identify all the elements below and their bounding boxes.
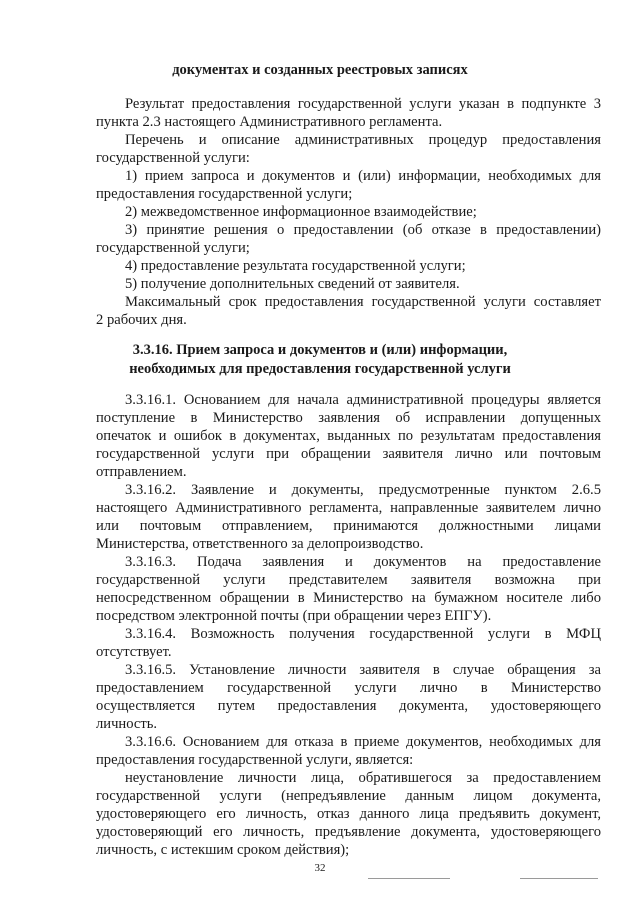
section-heading-line: необходимых для предоставления государственной услуги [129,361,511,377]
text-line: 3) принятие решения о предоставлении (об отказе в предоставлении) [125,222,601,238]
text-line: 5) получение дополнительных сведений от заявителя. [125,276,460,292]
text-line: настоящего Административного регламента, направленные заявителем лично [96,500,601,516]
text-line: 2) межведомственное информационное взаимодействие; [125,204,477,220]
text-line: пункта 2.3 настоящего Административного регламента. [96,114,443,130]
text-line: удостоверяющего его личность, отказ данного лица предъявить документ, [96,806,601,822]
text-line: опечаток и ошибок в документах, выданных по результатам предоставления [96,428,601,444]
text-line: Министерства, ответственного за делопроизводство. [96,536,424,552]
page-number: 32 [314,862,326,874]
section-heading-line: 3.3.16. Прием запроса и документов и (или) информации, [132,342,508,358]
text-line: государственной услуги: [96,150,250,166]
text-line: личность. [96,716,158,732]
text-line: 4) предоставление результата государственной услуги; [125,258,466,274]
text-line: 2 рабочих дня. [96,312,187,328]
text-line: 3.3.16.6. Основанием для отказа в приеме документов, необходимых для [125,734,601,750]
text-line: удостоверяющий его личность, предъявление документа, удостоверяющего [96,824,601,840]
text-line: 3.3.16.4. Возможность получения государственной услуги в МФЦ [125,626,601,642]
text-line: поступление в Министерство заявления об исправлении допущенных [96,410,601,426]
text-line: государственной услуги; [96,240,250,256]
text-line: 3.3.16.3. Подача заявления и документов на предоставление [125,554,601,570]
text-line: предоставлением государственной услуги лично в Министерство [96,680,601,696]
text-line: или почтовым отправлением, принимаются должностными лицами [96,518,601,534]
text-line: 3.3.16.1. Основанием для начала административной процедуры является [125,392,601,408]
text-line: личность, с истекшим сроком действия); [96,842,350,858]
text-line: предоставления государственной услуги, является: [96,752,414,768]
text-line: осуществляется путем предоставления документа, удостоверяющего [96,698,601,714]
text-line: посредством электронной почты (при обращении через ЕПГУ). [96,608,492,624]
scan-artifact-line [368,878,450,879]
text-line: Результат предоставления государственной услуги указан в подпункте 3 [125,96,601,112]
text-line: Перечень и описание административных процедур предоставления [125,132,601,148]
text-line: 3.3.16.5. Установление личности заявителя в случае обращения за [125,662,601,678]
text-line: государственной услуги представителем заявителя возможна при [96,572,601,588]
text-line: Максимальный срок предоставления государственной услуги составляет [125,294,601,310]
text-line: отсутствует. [96,644,172,660]
scan-artifact-line [520,878,598,879]
text-line: неустановление личности лица, обратившегося за предоставлением [125,770,601,786]
text-line: 3.3.16.2. Заявление и документы, предусмотренные пунктом 2.6.5 [125,482,601,498]
text-line: предоставления государственной услуги; [96,186,353,202]
text-line: 1) прием запроса и документов и (или) информации, необходимых для [125,168,601,184]
top-heading: документах и созданных реестровых записях [172,62,468,78]
text-line: отправлением. [96,464,187,480]
text-line: государственной услуги (непредъявление данным лицом документа, [96,788,601,804]
text-line: государственной услуги при обращении заявителя лично или почтовым [96,446,601,462]
text-line: непосредственном обращении в Министерство на бумажном носителе либо [96,590,601,606]
